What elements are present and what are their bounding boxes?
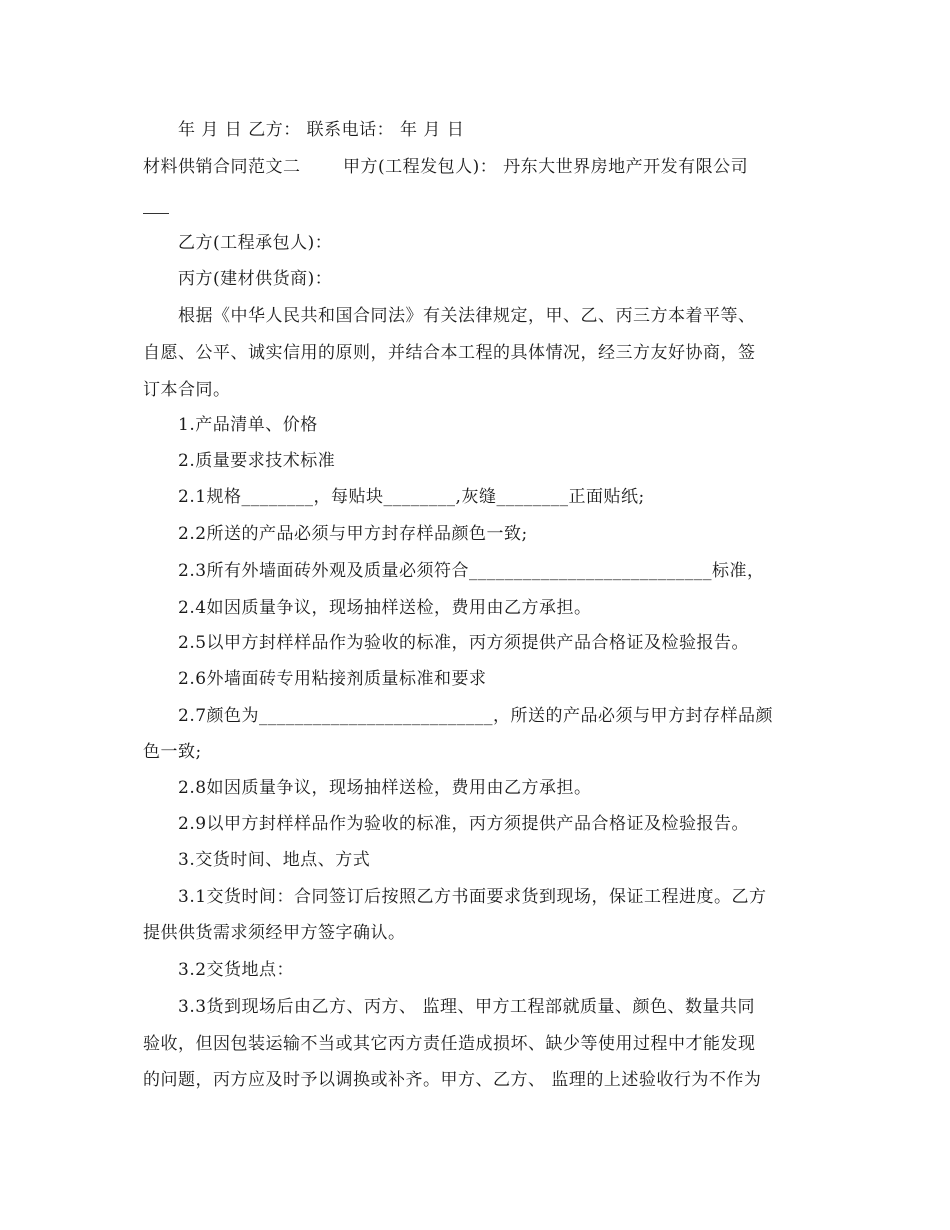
section-heading: 3.交货时间、地点、方式 xyxy=(178,850,371,870)
clause-line: 2.5以甲方封样样品作为验收的标准，丙方须提供产品合格证及检验报告。 xyxy=(178,633,750,653)
clause-line: 2.2所送的产品必须与甲方封存样品颜色一致; xyxy=(178,524,528,544)
section-heading: 2.质量要求技术标准 xyxy=(178,451,336,471)
clause-line: 验收，但因包装运输不当或其它丙方责任造成损坏、缺少等使用过程中才能发现 xyxy=(143,1034,756,1054)
clause-line: 3.2交货地点： xyxy=(178,960,295,980)
clause-line: 2.7颜色为__________________________，所送的产品必须与甲方封存样品颜 xyxy=(178,706,774,726)
clause-line: 3.3货到现场后由乙方、丙方、 监理、甲方工程部就质量、颜色、数量共同 xyxy=(178,997,755,1017)
paragraph-line: 根据《中华人民共和国合同法》有关法律规定，甲、乙、丙三方本着平等、 xyxy=(178,306,756,326)
short-rule xyxy=(143,213,169,214)
clause-line: 2.3所有外墙面砖外观及质量必须符合___________________________标准， xyxy=(178,561,765,581)
clause-line: 色一致; xyxy=(143,742,202,762)
clause-line: 2.8如因质量争议，现场抽样送检，费用由乙方承担。 xyxy=(178,778,592,798)
document-title: 材料供销合同范文二 xyxy=(143,157,301,177)
paragraph-line: 自愿、公平、诚实信用的原则，并结合本工程的具体情况，经三方友好协商，签 xyxy=(143,343,756,363)
clause-line: 2.9以甲方封样样品作为验收的标准，丙方须提供产品合格证及检验报告。 xyxy=(178,814,750,834)
clause-line: 提供供货需求须经甲方签字确认。 xyxy=(143,923,406,943)
clause-line: 2.6外墙面砖专用粘接剂质量标准和要求 xyxy=(178,669,487,689)
party-a-line: 甲方(工程发包人)： 丹东大世界房地产开发有限公司 xyxy=(343,157,749,177)
paragraph-line: 订本合同。 xyxy=(143,380,231,400)
clause-line: 2.4如因质量争议，现场抽样送检，费用由乙方承担。 xyxy=(178,598,592,618)
clause-line: 2.1规格________，每贴块________,灰缝________正面贴纸; xyxy=(178,487,645,507)
signature-date-line: 年 月 日 乙方： 联系电话： 年 月 日 xyxy=(178,120,465,140)
party-b-line: 乙方(工程承包人)： xyxy=(178,233,333,253)
section-heading: 1.产品清单、价格 xyxy=(178,415,318,435)
clause-line: 的问题，丙方应及时予以调换或补齐。甲方、乙方、 监理的上述验收行为不作为 xyxy=(143,1070,762,1090)
party-c-line: 丙方(建材供货商)： xyxy=(178,269,333,289)
clause-line: 3.1交货时间：合同签订后按照乙方书面要求货到现场，保证工程进度。乙方 xyxy=(178,887,767,907)
